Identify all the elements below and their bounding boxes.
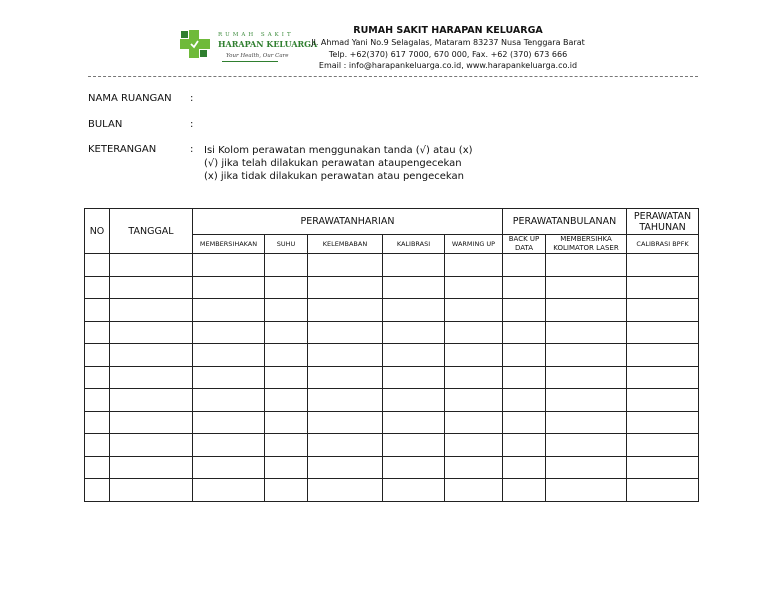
col-kelembaban: KELEMBABAN: [308, 235, 383, 254]
table-cell[interactable]: [308, 344, 383, 367]
table-cell[interactable]: [445, 276, 503, 299]
table-cell[interactable]: [308, 321, 383, 344]
table-cell[interactable]: [383, 411, 445, 434]
medical-cross-icon: [178, 28, 212, 60]
table-cell[interactable]: [265, 411, 308, 434]
table-cell[interactable]: [308, 411, 383, 434]
table-cell[interactable]: [503, 389, 546, 412]
keterangan-colon: :: [190, 144, 194, 155]
table-cell[interactable]: [383, 254, 445, 277]
hospital-phone: Telp. +62(370) 617 7000, 670 000, Fax. +62 (370) 673 666: [328, 49, 568, 59]
table-cell[interactable]: [110, 321, 193, 344]
table-cell[interactable]: [110, 389, 193, 412]
col-warming-up: WARMING UP: [445, 235, 503, 254]
table-cell[interactable]: [445, 366, 503, 389]
table-cell[interactable]: [503, 321, 546, 344]
table-cell[interactable]: [85, 434, 110, 457]
header-divider: [88, 76, 698, 77]
col-tanggal-header: TANGGAL: [110, 209, 193, 254]
table-cell[interactable]: [110, 344, 193, 367]
table-cell[interactable]: [308, 434, 383, 457]
hospital-logo: [178, 26, 318, 66]
table-cell[interactable]: [265, 344, 308, 367]
table-cell[interactable]: [546, 344, 627, 367]
table-cell[interactable]: [308, 254, 383, 277]
table-cell[interactable]: [265, 366, 308, 389]
table-cell[interactable]: [383, 321, 445, 344]
table-row: [85, 276, 699, 299]
table-cell[interactable]: [265, 254, 308, 277]
col-membersihka-kolimator-laser: MEMBERSIHKA KOLIMATOR LASER: [546, 235, 627, 254]
table-row: [85, 366, 699, 389]
table-cell[interactable]: [445, 344, 503, 367]
table-cell[interactable]: [110, 276, 193, 299]
nama-ruangan-label: NAMA RUANGAN: [88, 93, 172, 104]
table-cell[interactable]: [265, 299, 308, 322]
table-cell[interactable]: [193, 321, 265, 344]
table-row: [85, 344, 699, 367]
logo-line-2: HARAPAN KELUARGA: [218, 39, 318, 49]
table-cell[interactable]: [110, 434, 193, 457]
table-cell[interactable]: [265, 434, 308, 457]
table-cell[interactable]: [445, 456, 503, 479]
table-cell[interactable]: [546, 411, 627, 434]
table-cell[interactable]: [110, 366, 193, 389]
bulan-label: BULAN: [88, 119, 123, 130]
table-cell[interactable]: [85, 366, 110, 389]
letterhead: [300, 25, 596, 72]
table-cell[interactable]: [627, 434, 699, 457]
table-cell[interactable]: [193, 276, 265, 299]
table-row: [85, 321, 699, 344]
table-cell[interactable]: [85, 299, 110, 322]
table-cell[interactable]: [308, 389, 383, 412]
table-cell[interactable]: [445, 299, 503, 322]
table-cell[interactable]: [445, 389, 503, 412]
table-cell[interactable]: [110, 456, 193, 479]
table-cell[interactable]: [85, 389, 110, 412]
table-cell[interactable]: [383, 366, 445, 389]
table-cell[interactable]: [383, 434, 445, 457]
table-cell[interactable]: [85, 344, 110, 367]
table-cell[interactable]: [193, 479, 265, 502]
col-back-up-data: BACK UP DATA: [503, 235, 546, 254]
table-cell[interactable]: [627, 389, 699, 412]
table-cell[interactable]: [503, 299, 546, 322]
table-cell[interactable]: [503, 344, 546, 367]
table-cell[interactable]: [503, 434, 546, 457]
table-cell[interactable]: [193, 344, 265, 367]
table-cell[interactable]: [627, 344, 699, 367]
table-cell[interactable]: [445, 254, 503, 277]
table-cell[interactable]: [85, 456, 110, 479]
keterangan-line: (√) jika telah dilakukan perawatan ataupengecekan: [204, 158, 462, 169]
table-cell[interactable]: [110, 254, 193, 277]
table-cell[interactable]: [383, 389, 445, 412]
nama-ruangan-colon: :: [190, 93, 194, 104]
table-cell[interactable]: [627, 299, 699, 322]
table-cell[interactable]: [308, 366, 383, 389]
table-cell[interactable]: [383, 299, 445, 322]
table-cell[interactable]: [265, 276, 308, 299]
table-cell[interactable]: [85, 411, 110, 434]
table-cell[interactable]: [383, 276, 445, 299]
table-row: [85, 299, 699, 322]
col-membersihakan: MEMBERSIHAKAN: [193, 235, 265, 254]
table-cell[interactable]: [193, 366, 265, 389]
table-row: [85, 434, 699, 457]
table-cell[interactable]: [627, 276, 699, 299]
keterangan-notes: [204, 144, 473, 183]
keterangan-label: KETERANGAN: [88, 144, 157, 155]
table-cell[interactable]: [445, 321, 503, 344]
table-cell[interactable]: [503, 411, 546, 434]
table-cell[interactable]: [546, 456, 627, 479]
table-cell[interactable]: [85, 321, 110, 344]
table-cell[interactable]: [265, 479, 308, 502]
table-cell[interactable]: [85, 479, 110, 502]
table-cell[interactable]: [383, 479, 445, 502]
maintenance-table: [84, 208, 699, 502]
group-perawatan-harian: PERAWATANHARIAN: [193, 209, 503, 235]
table-row: [85, 456, 699, 479]
col-suhu: SUHU: [265, 235, 308, 254]
table-cell[interactable]: [546, 276, 627, 299]
table-cell[interactable]: [383, 344, 445, 367]
table-cell[interactable]: [85, 254, 110, 277]
table-cell[interactable]: [308, 276, 383, 299]
table-cell[interactable]: [193, 434, 265, 457]
table-cell[interactable]: [546, 389, 627, 412]
table-cell[interactable]: [546, 479, 627, 502]
table-row: [85, 479, 699, 502]
table-cell[interactable]: [110, 411, 193, 434]
table-cell[interactable]: [265, 456, 308, 479]
table-cell[interactable]: [265, 389, 308, 412]
table-cell[interactable]: [193, 411, 265, 434]
table-cell[interactable]: [445, 479, 503, 502]
hospital-address: Jl. Ahmad Yani No.9 Selagalas, Mataram 83237 Nusa Tenggara Barat: [311, 38, 585, 47]
table-cell[interactable]: [503, 254, 546, 277]
table-cell[interactable]: [193, 456, 265, 479]
table-cell[interactable]: [445, 434, 503, 457]
table-cell[interactable]: [546, 299, 627, 322]
table-row: [85, 254, 699, 277]
hospital-email: Email : info@harapankeluarga.co.id, www.harapankeluarga.co.id: [318, 61, 578, 70]
table-cell[interactable]: [308, 479, 383, 502]
logo-line-1: RUMAH SAKIT: [218, 32, 294, 38]
keterangan-line: Isi Kolom perawatan menggunakan tanda (√) atau (x): [204, 145, 473, 156]
table-cell[interactable]: [546, 434, 627, 457]
table-cell[interactable]: [110, 479, 193, 502]
table-cell[interactable]: [627, 479, 699, 502]
table-cell[interactable]: [503, 366, 546, 389]
table-cell[interactable]: [445, 411, 503, 434]
table-cell[interactable]: [546, 254, 627, 277]
col-kalibrasi: KALIBRASI: [383, 235, 445, 254]
table-body: [85, 254, 699, 502]
table-cell[interactable]: [503, 479, 546, 502]
table-cell[interactable]: [546, 366, 627, 389]
col-calibrasi-bpfk: CALIBRASI BPFK: [627, 235, 699, 254]
table-cell[interactable]: [193, 254, 265, 277]
hospital-name: RUMAH SAKIT HARAPAN KELUARGA: [353, 25, 543, 36]
table-cell[interactable]: [627, 254, 699, 277]
table-cell[interactable]: [503, 456, 546, 479]
bulan-colon: :: [190, 119, 194, 130]
table-cell[interactable]: [627, 366, 699, 389]
group-perawatan-bulanan: PERAWATANBULANAN: [503, 209, 627, 235]
table-cell[interactable]: [627, 321, 699, 344]
table-cell[interactable]: [308, 299, 383, 322]
table-cell[interactable]: [627, 456, 699, 479]
table-cell[interactable]: [265, 321, 308, 344]
table-cell[interactable]: [193, 299, 265, 322]
table-cell[interactable]: [503, 276, 546, 299]
table-cell[interactable]: [546, 321, 627, 344]
col-no-header: NO: [85, 209, 110, 254]
table-cell[interactable]: [627, 411, 699, 434]
logo-underline: [222, 61, 278, 62]
table-cell[interactable]: [308, 456, 383, 479]
keterangan-line: (x) jika tidak dilakukan perawatan atau pengecekan: [204, 171, 465, 182]
logo-tagline: Your Health, Our Care: [226, 53, 289, 59]
table-cell[interactable]: [85, 276, 110, 299]
table-cell[interactable]: [110, 299, 193, 322]
table-row: [85, 411, 699, 434]
table-row: [85, 389, 699, 412]
group-perawatan-tahunan: PERAWATAN TAHUNAN: [627, 209, 699, 235]
table-cell[interactable]: [383, 456, 445, 479]
table-cell[interactable]: [193, 389, 265, 412]
